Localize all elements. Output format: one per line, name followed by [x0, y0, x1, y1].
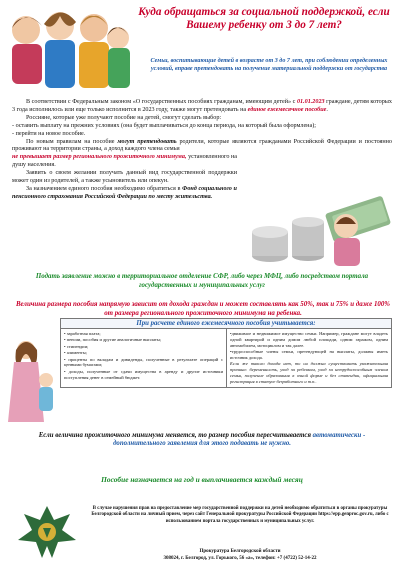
list-item: •трудоспособные члены семьи, претендующей на выплаты, должны иметь источник дохода. [230, 348, 388, 360]
income-table-heading: При расчете единого ежемесячного пособия учитывается: [61, 319, 391, 329]
intro-text: Семьи, воспитывающие детей в возрасте от 3 до 7 лет, при соблюдении определенных условий, вправе претендовать на получение материальной поддержки от государства [150, 58, 388, 72]
amount-note: Величина размера пособия напрямую зависит от дохода граждан и может составлять как 50%, так и 75% и даже 100% от размера регионального прожиточного минимума на ребенка. [15, 301, 391, 317]
coins-money-illustration [240, 186, 396, 272]
final-note: Пособие назначается на год и выплачивается каждый месяц [101, 475, 303, 484]
threshold-end: установленного на душу населения. [12, 154, 237, 169]
paragraph-choice: Россияне, которые уже получают пособие на детей, смогут сделать выбор: [26, 114, 222, 121]
fund-name: Фонд социального и пенсионного страхования Российской Федерации по месту жительства. [12, 185, 237, 200]
paragraph-applicant: Заявить о своем желании получать данный вид государственной поддержки может один из родителей, а также усыновитель или опекун. [12, 170, 237, 185]
children-photo [4, 2, 130, 98]
eligibility-text-2: родители, которые являются гражданами Российской Федерации и постоянно проживают на территории страны, а доход каждого члена семьи [12, 138, 392, 153]
eligibility-text: По новым правилам на пособие [26, 138, 118, 145]
list-item: •движимое и недвижимое имущество семьи. Например, граждане могут владеть одной квартирой и одним домом любой площади, одним гаражом, одним автомобилем, мотоциклом и так далее. [230, 331, 388, 348]
list-item: • алименты; [64, 350, 87, 356]
list-item: • заработная плата; [64, 331, 101, 336]
income-right-column [226, 329, 391, 387]
hero-section [0, 0, 403, 100]
benefit-name: единое ежемесячное пособие [247, 106, 327, 113]
income-table [60, 318, 392, 388]
mother-child-illustration [6, 336, 58, 428]
paragraph-fund [12, 186, 237, 202]
list-item: • стипендии; [64, 343, 89, 349]
page-title: Куда обращаться за социальной поддержкой, если Вашему ребенку от 3 до 7 лет? [138, 6, 390, 31]
footer [0, 494, 403, 570]
law-date: 01.01.2023 [296, 99, 325, 105]
paragraph-threshold [12, 154, 237, 170]
list-item: • доходы, полученные от сдачи имущества в аренду и другие источники поступления денег в семейный бюджет. [64, 368, 223, 380]
income-left-column [61, 329, 226, 387]
apply-note: Подать заявление можно в территориальное отделение СФР, либо через МФЦ, либо посредством портала государственных и муниципальных услуг [35, 273, 369, 289]
recalc-text: Если величина прожиточного минимума меняется, то размер пособия пересчитывается [38, 432, 313, 439]
prosecutor-emblem-icon [12, 500, 82, 564]
option-switch: - перейти на новое пособие. [12, 130, 86, 137]
threshold-highlight: не превышает размер регионального прожиточного минимума, [12, 154, 187, 161]
income-table-columns [61, 329, 391, 387]
list-item: Если же такого дохода нет, то он должна существовать уважительная причина: беременность, уход за ребенком, уход за нетрудоспособным членом семьи, получение образования в очной форме и без стипендии, официальная регистрация в статусе безработного и т.п.. [230, 361, 388, 384]
list-item: • пенсии, пособия и другие аналогичные выплаты; [64, 337, 162, 343]
list-item: • проценты по вкладам и дивиденды, полученные в результате операций с ценными бумагами; [64, 356, 223, 368]
paragraph-law [12, 99, 392, 115]
option-keep: - оставить выплату на прежних условиях (она будет выплачиваться до конца периода, на который была оформлена); [12, 122, 316, 129]
org-name: Прокуратура Белгородской области [199, 549, 281, 554]
law-text-end: . [326, 106, 328, 113]
eligibility-bold: могут претендовать [117, 138, 177, 145]
fund-text: За назначением единого пособия необходимо обратиться в [26, 185, 183, 192]
left-column [12, 154, 237, 201]
paragraph-eligibility [12, 139, 392, 155]
org-address: 308024, г. Белгород, ул. Горького, 56 «а», телефон: +7 (4722) 52-14-22 [163, 555, 317, 561]
footer-contact-text: В случае нарушения прав на предоставление мер государственной поддержки на детей необходимо обратиться в органы прокуратуры Белгородской области на личный прием, через сайт Генеральной прокуратуры Российской Федерации https://epp.genproc.gov.ru, либо с использованием портала государственных и муниципальных услуг. [91, 506, 389, 524]
footer-org [84, 549, 396, 562]
recalc-highlight: автоматически - дополнительного заявления для этого подавать не нужно. [113, 432, 366, 448]
recalc-note [14, 432, 390, 449]
law-text: В соответствии с Федеральным законом «О государственных пособиях гражданам, имеющим детей» с [26, 99, 297, 105]
law-text-middle: граждане, детям которых 3 года исполнилось или еще только исполнится в 2023 году, также могут претендовать на [12, 99, 392, 113]
